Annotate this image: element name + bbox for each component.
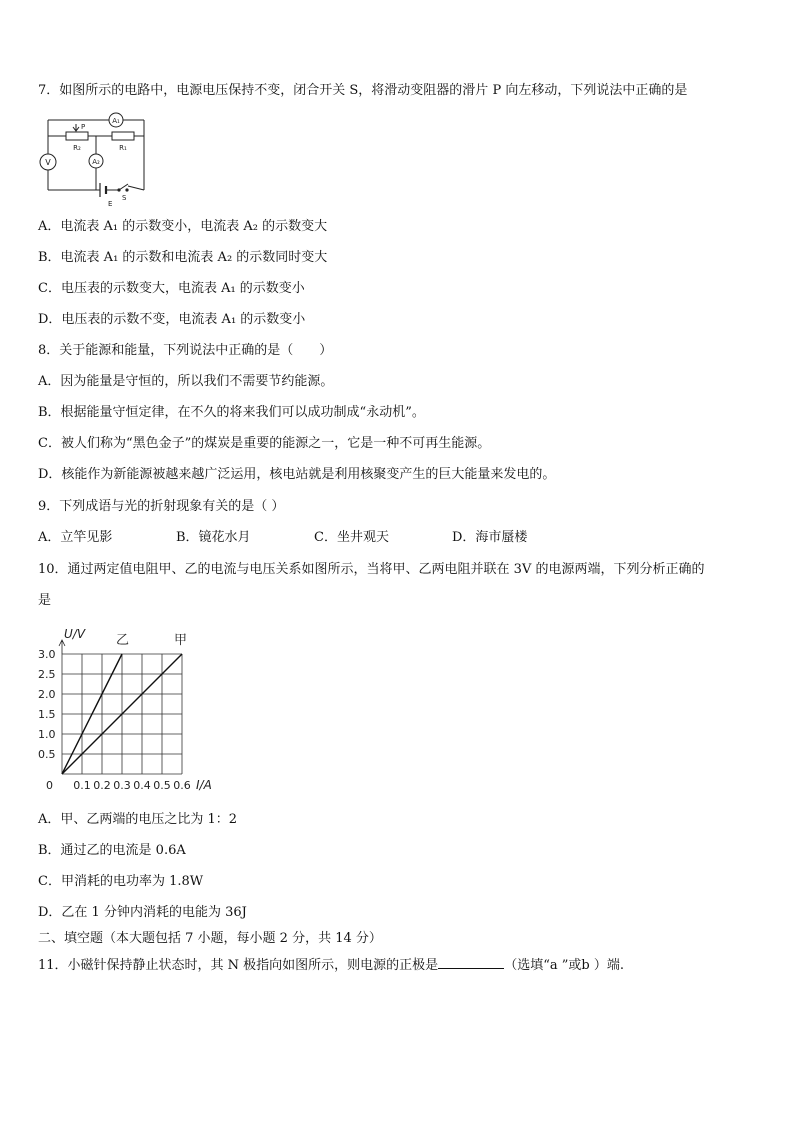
y-tick-label: 0.5 (38, 748, 56, 761)
y-tick-label: 2.5 (38, 668, 56, 681)
x-tick-label: 0.2 (93, 779, 111, 792)
q7-option-b: B．电流表 A₁ 的示数和电流表 A₂ 的示数同时变大 (38, 250, 328, 265)
q10-option-d: D．乙在 1 分钟内消耗的电能为 36J (38, 905, 247, 920)
r1-resistor (112, 132, 134, 140)
s-label: S (122, 194, 127, 202)
origin-label: 0 (46, 779, 53, 792)
q7-circuit-diagram (36, 110, 148, 210)
line-label-jia: 甲 (174, 633, 188, 648)
x-tick-label: 0.6 (173, 779, 191, 792)
p-label: P (81, 123, 86, 131)
x-tick-label: 0.1 (73, 779, 91, 792)
q9-stem: 9．下列成语与光的折射现象有关的是（ ） (38, 499, 285, 514)
a2-label: A₂ (92, 158, 100, 166)
q10-stem-line1: 10．通过两定值电阻甲、乙的电流与电压关系如图所示，当将甲、乙两电阻并联在 3V 的电源两端，下列分析正确的 (38, 562, 705, 577)
q8-option-d: D．核能作为新能源被越来越广泛运用，核电站就是利用核聚变产生的巨大能量来发电的。 (38, 467, 556, 482)
q8-option-b: B．根据能量守恒定律，在不久的将来我们可以成功制成“永动机”。 (38, 405, 425, 420)
x-tick-label: 0.4 (133, 779, 151, 792)
q10-option-b: B．通过乙的电流是 0.6A (38, 843, 186, 858)
q7-option-a: A．电流表 A₁ 的示数变小，电流表 A₂ 的示数变大 (38, 219, 328, 234)
q9-option-c: C．坐井观天 (314, 530, 389, 545)
y-tick-label: 1.5 (38, 708, 56, 721)
q11-line (38, 956, 624, 975)
q10-ui-graph (34, 624, 254, 796)
q7-option-c: C．电压表的示数变大，电流表 A₁ 的示数变小 (38, 281, 305, 296)
y-tick-label: 1.0 (38, 728, 56, 741)
q11-answer-blank[interactable] (438, 956, 504, 969)
q8-option-a: A．因为能量是守恒的，所以我们不需要节约能源。 (38, 374, 334, 389)
q11-text-after: （选填“a ”或b ）端. (504, 958, 624, 973)
x-tick-label: 0.3 (113, 779, 131, 792)
q8-stem: 8．关于能源和能量，下列说法中正确的是（ ） (38, 343, 333, 358)
q9-option-a: A．立竿见影 (38, 530, 113, 545)
q9-option-d: D．海市蜃楼 (452, 530, 528, 545)
q8-option-c: C．被人们称为“黑色金子”的煤炭是重要的能源之一，它是一种不可再生能源。 (38, 436, 491, 451)
e-label: E (108, 200, 113, 208)
r2-resistor (66, 132, 88, 140)
q10-option-c: C．甲消耗的电功率为 1.8W (38, 874, 204, 889)
x-tick-label: 0.5 (153, 779, 171, 792)
r2-label: R₂ (73, 144, 81, 152)
line-label-yi: 乙 (116, 633, 130, 648)
y-tick-label: 2.0 (38, 688, 56, 701)
x-axis-label: I/A (196, 778, 212, 792)
q10-stem-line2: 是 (38, 593, 52, 608)
y-axis-label: U/V (64, 627, 86, 641)
y-axis-arrow (59, 640, 65, 654)
y-tick-label: 3.0 (38, 648, 56, 661)
v-label: V (45, 158, 51, 167)
a1-label: A₁ (112, 117, 120, 125)
q7-option-d: D．电压表的示数不变，电流表 A₁ 的示数变小 (38, 312, 306, 327)
r1-label: R₁ (119, 144, 127, 152)
section-heading: 二、填空题（本大题包括 7 小题，每小题 2 分，共 14 分） (38, 931, 382, 946)
q9-options-row (38, 529, 758, 547)
q7-stem: 7．如图所示的电路中，电源电压保持不变，闭合开关 S，将滑动变阻器的滑片 P 向左移动，下列说法中正确的是 (38, 83, 688, 98)
q9-option-b: B．镜花水月 (176, 530, 251, 545)
q10-option-a: A．甲、乙两端的电压之比为 1：2 (38, 812, 238, 827)
q11-text-before: 11．小磁针保持静止状态时，其 N 极指向如图所示，则电源的正极是 (38, 958, 439, 973)
